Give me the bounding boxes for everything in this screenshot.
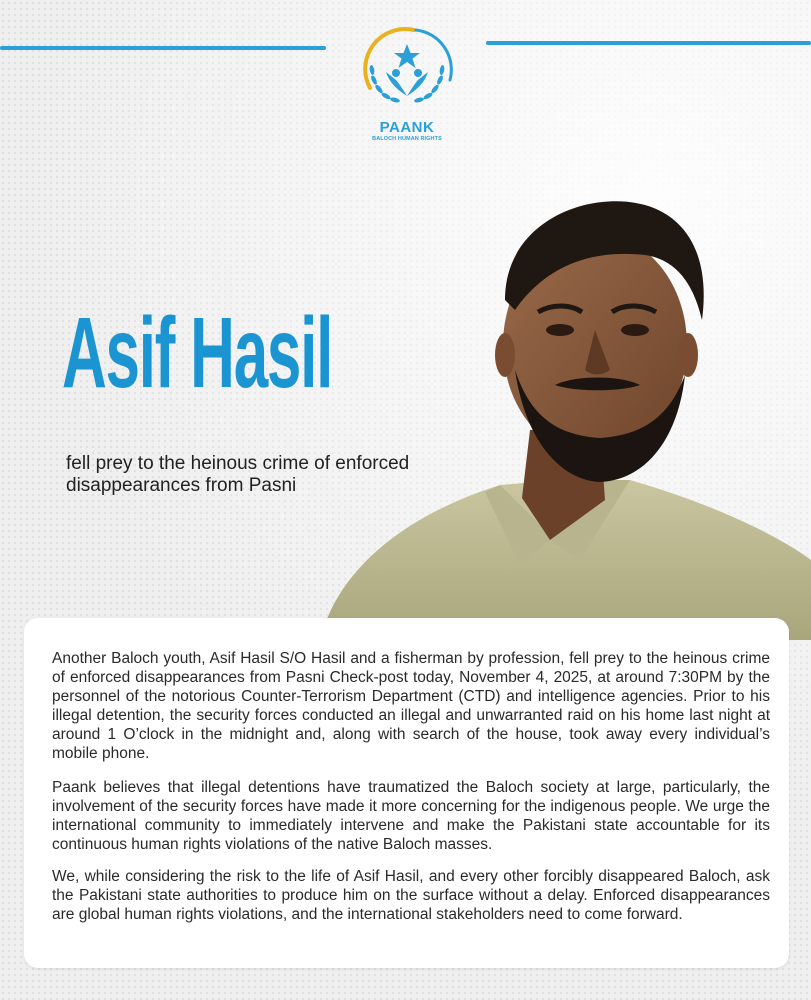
logo-tagline: BALOCH HUMAN RIGHTS [372, 136, 442, 142]
statement-paragraph: Another Baloch youth, Asif Hasil S/O Hasil and a fisherman by profession, fell prey to the heinous crime of enforced disappearances from Pasni Check-post today, November 4, 2025, at around 7:30PM by the personnel of the notorious Counter-Terrorism Department (CTD) and intelligence agencies. Prior to his illegal detention, the security forces conducted an illegal and unwarranted raid on his home last night at around 1 O’clock in the midnight and, along with search of the house, took away every individual’s mobile phone. [52, 650, 770, 762]
header-divider-right [486, 41, 811, 45]
statement-paragraph: We, while considering the risk to the life of Asif Hasil, and every other forcibly disappeared Baloch, ask the Pakistani state authorities to produce him on the surface without a delay. Enforced disappearances are global human rights violations, and the international stakeholders need to come forward. [52, 868, 770, 923]
paank-logo [352, 18, 462, 146]
statement-paragraph: Paank believes that illegal detentions have traumatized the Baloch society at large, particularly, the involvement of the security forces have made it more concerning for the indigenous people. We urge the international community to immediately intervene and make the Pakistani state accountable for its continuous human rights violations of the native Baloch masses. [52, 779, 770, 853]
headline-name: Asif Hasil [62, 297, 333, 409]
headline-subtitle: fell prey to the heinous crime of enforced disappearances from Pasni [66, 453, 410, 496]
logo-wordmark: PAANK [379, 119, 435, 136]
portrait-photo [300, 180, 811, 640]
paank-emblem-icon [352, 18, 462, 120]
statement-card [24, 618, 789, 968]
header-divider-left [0, 46, 326, 50]
